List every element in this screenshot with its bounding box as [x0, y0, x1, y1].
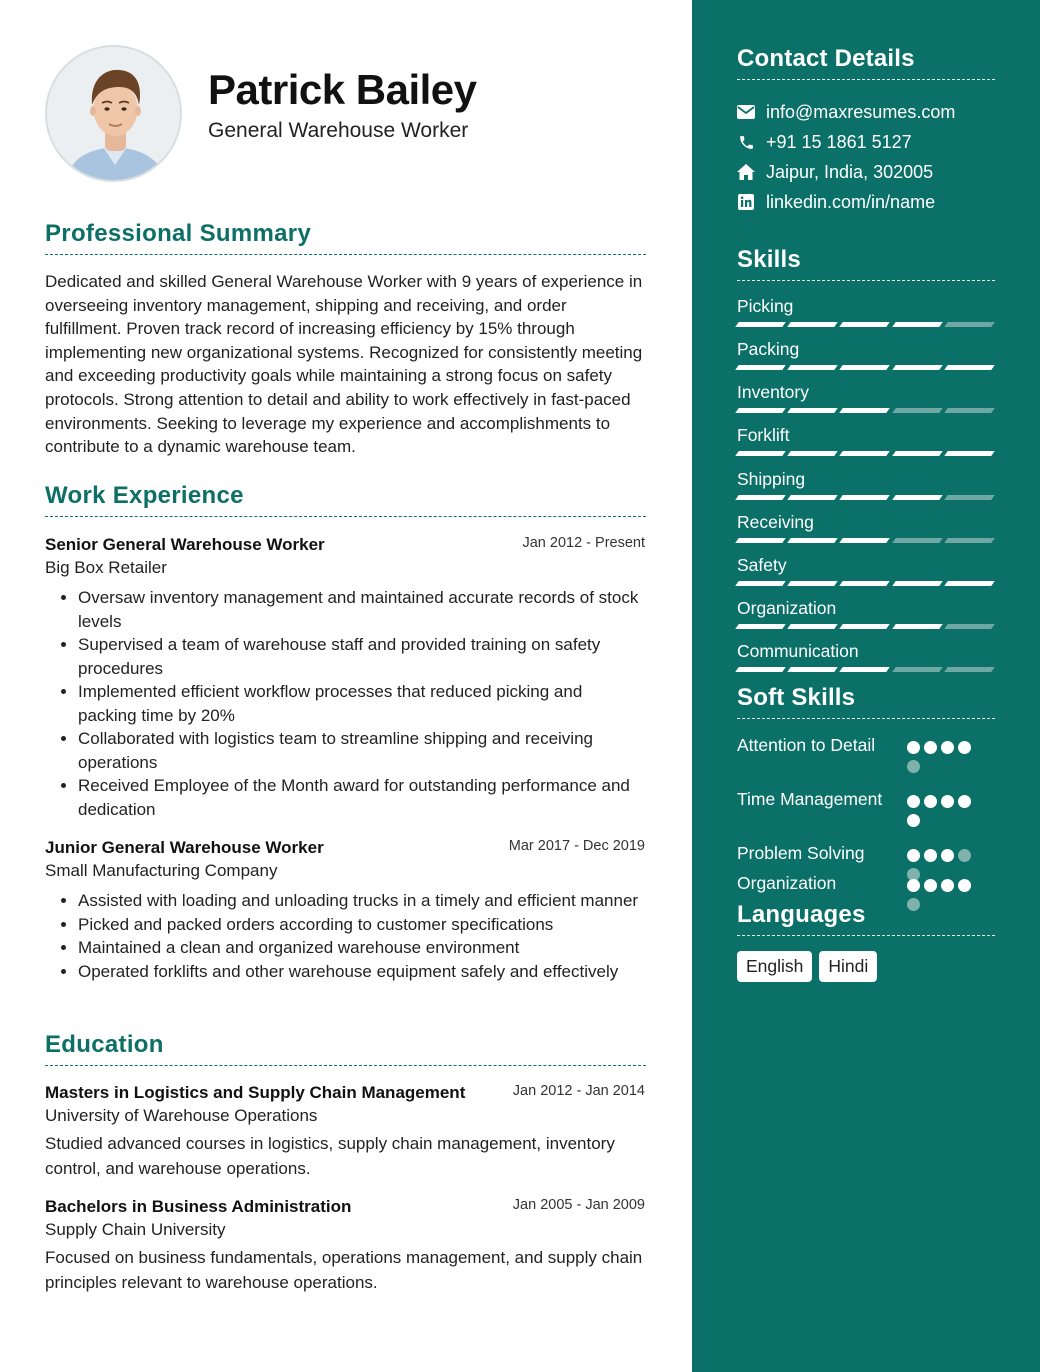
rating-dot-filled: [907, 741, 920, 754]
phone-icon: [737, 133, 755, 151]
rating-bar-filled: [735, 538, 786, 543]
rating-bar-filled: [944, 451, 995, 456]
avatar: [45, 45, 182, 182]
contact-email[interactable]: [737, 100, 955, 124]
skill-item: [737, 425, 993, 456]
rating-bar-filled: [944, 365, 995, 370]
skill-item: [737, 641, 993, 672]
skill-rating-bars: [737, 451, 993, 456]
education-dates: Jan 2005 - Jan 2009: [512, 1197, 645, 1213]
rating-bar-filled: [892, 624, 943, 629]
rating-dot-filled: [941, 741, 954, 754]
rating-dot-filled: [907, 879, 920, 892]
linkedin-text: linkedin.com/in/name: [766, 191, 936, 212]
rating-dot-filled: [907, 814, 920, 827]
degree: Masters in Logistics and Supply Chain Management: [45, 1083, 466, 1102]
language-tag: Hindi: [819, 951, 877, 982]
job-bullet: • Supervised a team of warehouse staff and provided training on safety procedures: [78, 633, 645, 680]
rating-bar-filled: [735, 365, 786, 370]
job-company: Big Box Retailer: [45, 558, 167, 577]
skill-name: Organization: [737, 598, 837, 618]
job-bullets: [45, 586, 645, 821]
rating-bar-empty: [892, 667, 943, 672]
skill-name: Inventory: [737, 382, 809, 402]
soft-skill-name: Problem Solving: [737, 843, 865, 863]
rating-bar-filled: [840, 667, 891, 672]
job-bullet: • Picked and packed orders according to customer specifications: [78, 913, 645, 937]
rating-bar-filled: [735, 581, 786, 586]
job-bullet: • Collaborated with logistics team to streamline shipping and receiving operations: [78, 727, 645, 774]
rating-dot-empty: [958, 849, 971, 862]
sidebar: [692, 0, 1040, 1372]
rating-bar-filled: [892, 451, 943, 456]
contact-heading: Contact Details: [737, 45, 995, 80]
rating-bar-empty: [944, 408, 995, 413]
rating-dot-filled: [924, 849, 937, 862]
school: Supply Chain University: [45, 1220, 226, 1239]
skill-name: Forklift: [737, 425, 790, 445]
rating-bar-filled: [892, 495, 943, 500]
candidate-title: General Warehouse Worker: [208, 119, 469, 142]
rating-dot-filled: [907, 849, 920, 862]
rating-bar-filled: [787, 408, 838, 413]
job-dates: Mar 2017 - Dec 2019: [508, 838, 645, 854]
rating-bar-empty: [892, 408, 943, 413]
skill-item: [737, 598, 993, 629]
job-dates: Jan 2012 - Present: [522, 535, 645, 551]
soft-skill-rating-dots: [907, 741, 987, 779]
rating-bar-filled: [787, 322, 838, 327]
skill-name: Communication: [737, 641, 859, 661]
rating-bar-filled: [840, 365, 891, 370]
rating-dot-filled: [941, 849, 954, 862]
job-bullet: • Operated forklifts and other warehouse equipment safely and effectively: [78, 960, 645, 984]
soft-skill-name: Attention to Detail: [737, 735, 876, 755]
skill-item: [737, 469, 993, 500]
skill-rating-bars: [737, 322, 993, 327]
job-title: Junior General Warehouse Worker: [45, 838, 324, 857]
rating-bar-filled: [735, 408, 786, 413]
candidate-name: Patrick Bailey: [208, 66, 477, 113]
language-list: [737, 951, 877, 982]
rating-bar-filled: [892, 365, 943, 370]
degree: Bachelors in Business Administration: [45, 1197, 352, 1216]
school: University of Warehouse Operations: [45, 1106, 318, 1125]
education-dates: Jan 2012 - Jan 2014: [512, 1083, 645, 1099]
rating-bar-filled: [787, 495, 838, 500]
rating-bar-filled: [892, 322, 943, 327]
home-icon: [737, 163, 755, 181]
skill-item: [737, 555, 993, 586]
rating-bar-filled: [840, 451, 891, 456]
contact-phone[interactable]: [737, 130, 912, 154]
job-bullets: [45, 889, 645, 983]
skill-rating-bars: [737, 495, 993, 500]
rating-bar-empty: [944, 624, 995, 629]
job-entry: [45, 535, 645, 821]
job-bullet: • Maintained a clean and organized warehouse environment: [78, 936, 645, 960]
rating-dot-filled: [958, 795, 971, 808]
rating-bar-filled: [787, 538, 838, 543]
soft-skills-heading: Soft Skills: [737, 684, 995, 719]
rating-dot-filled: [958, 879, 971, 892]
rating-bar-filled: [840, 495, 891, 500]
rating-bar-empty: [944, 495, 995, 500]
language-tag: English: [737, 951, 812, 982]
summary-text: Dedicated and skilled General Warehouse Worker with 9 years of experience in overseeing inventory management, shipping and receiving, and order fulfillment. Proven track record of increasing efficiency by 15% through implementing new organizational systems. Recognized for consistently meeting and exceeding productivity goals while maintaining a strong focus on safety protocols. Strong attention to detail and ability to work effectively in fast-paced environments. Seeking to leverage my experience and accomplishments to contribute to a dynamic warehouse team.: [45, 272, 643, 457]
linkedin-icon: [737, 193, 755, 211]
job-bullet: • Implemented efficient workflow processes that reduced picking and packing time by 20%: [78, 680, 645, 727]
education-heading: Education: [45, 1031, 646, 1066]
experience-heading: Work Experience: [45, 482, 646, 517]
soft-skill-name: Organization: [737, 873, 837, 893]
rating-bar-filled: [735, 322, 786, 327]
rating-bar-filled: [787, 667, 838, 672]
skill-item: [737, 382, 993, 413]
job-entry: [45, 838, 645, 983]
rating-bar-filled: [735, 495, 786, 500]
rating-dot-filled: [924, 741, 937, 754]
rating-bar-filled: [787, 624, 838, 629]
languages-heading: Languages: [737, 901, 995, 936]
rating-dot-filled: [941, 879, 954, 892]
contact-linkedin[interactable]: [737, 190, 935, 214]
skill-rating-bars: [737, 365, 993, 370]
skill-name: Packing: [737, 339, 800, 359]
skills-heading: Skills: [737, 246, 995, 281]
job-bullet: • Received Employee of the Month award for outstanding performance and dedication: [78, 774, 645, 821]
skill-name: Safety: [737, 555, 787, 575]
education-entry: [45, 1083, 645, 1181]
job-bullet: • Oversaw inventory management and maintained accurate records of stock levels: [78, 586, 645, 633]
rating-bar-filled: [840, 581, 891, 586]
rating-dot-filled: [924, 795, 937, 808]
profile-photo: [47, 47, 182, 182]
rating-dot-empty: [907, 760, 920, 773]
rating-bar-filled: [787, 451, 838, 456]
rating-bar-filled: [787, 365, 838, 370]
rating-bar-empty: [944, 667, 995, 672]
skill-rating-bars: [737, 538, 993, 543]
email-text: info@maxresumes.com: [766, 101, 956, 122]
skill-rating-bars: [737, 408, 993, 413]
education-description: Studied advanced courses in logistics, supply chain management, inventory control, and warehouse operations.: [45, 1134, 615, 1178]
job-title: Senior General Warehouse Worker: [45, 535, 325, 554]
skill-rating-bars: [737, 624, 993, 629]
rating-bar-filled: [735, 624, 786, 629]
skill-rating-bars: [737, 581, 993, 586]
rating-dot-filled: [924, 879, 937, 892]
skill-item: [737, 296, 993, 327]
rating-bar-filled: [735, 451, 786, 456]
rating-bar-filled: [840, 408, 891, 413]
rating-bar-filled: [892, 581, 943, 586]
envelope-icon: [737, 103, 755, 121]
contact-location: [737, 160, 933, 184]
skill-name: Receiving: [737, 512, 814, 532]
skill-item: [737, 339, 993, 370]
rating-bar-filled: [840, 538, 891, 543]
summary-heading: Professional Summary: [45, 220, 646, 255]
rating-bar-empty: [944, 538, 995, 543]
rating-bar-empty: [944, 322, 995, 327]
rating-bar-filled: [840, 322, 891, 327]
soft-skill-name: Time Management: [737, 789, 883, 809]
location-text: Jaipur, India, 302005: [766, 161, 934, 182]
rating-dot-filled: [907, 795, 920, 808]
rating-bar-filled: [735, 667, 786, 672]
job-company: Small Manufacturing Company: [45, 861, 278, 880]
soft-skill-rating-dots: [907, 795, 987, 833]
education-description: Focused on business fundamentals, operations management, and supply chain principles relevant to warehouse operations.: [45, 1248, 643, 1292]
education-entry: [45, 1197, 645, 1295]
phone-text: +91 15 1861 5127: [766, 131, 912, 152]
rating-dot-filled: [941, 795, 954, 808]
rating-bar-filled: [787, 581, 838, 586]
rating-dot-filled: [958, 741, 971, 754]
skill-rating-bars: [737, 667, 993, 672]
skill-name: Picking: [737, 296, 794, 316]
skill-name: Shipping: [737, 469, 806, 489]
rating-bar-filled: [944, 581, 995, 586]
job-bullet: • Assisted with loading and unloading trucks in a timely and efficient manner: [78, 889, 645, 913]
rating-bar-filled: [840, 624, 891, 629]
rating-bar-empty: [892, 538, 943, 543]
skill-item: [737, 512, 993, 543]
